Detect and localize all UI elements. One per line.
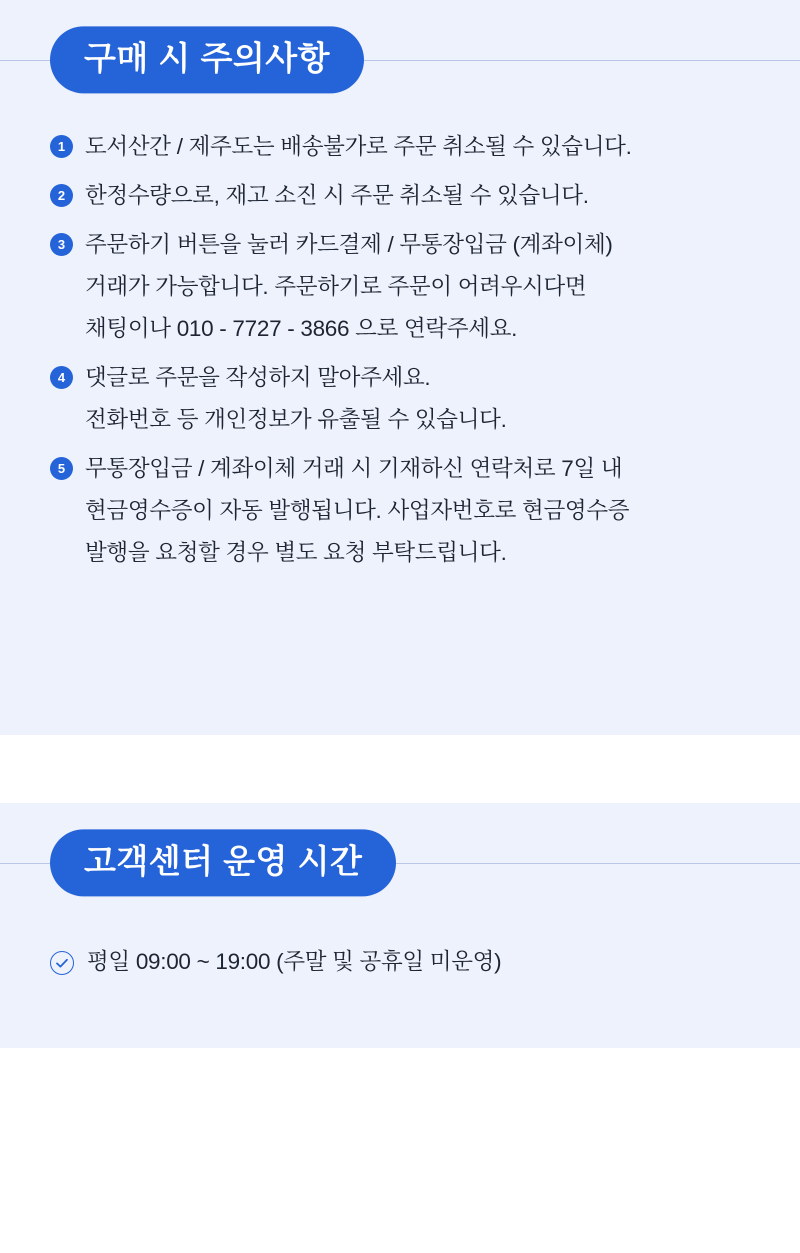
hours-title-pill: 고객센터 운영 시간 bbox=[50, 829, 396, 896]
section-gap bbox=[0, 735, 800, 803]
item-text bbox=[85, 126, 752, 168]
text-line: 주문하기 버튼을 눌러 카드결제 / 무통장입금 (계좌이체) bbox=[85, 232, 613, 257]
list-item bbox=[50, 126, 752, 168]
bottom-spacer bbox=[0, 1048, 800, 1253]
notice-list bbox=[0, 120, 800, 574]
list-item bbox=[50, 175, 752, 217]
text-line: 발행을 요청할 경우 별도 요청 부탁드립니다. bbox=[85, 540, 507, 565]
item-number-badge: 1 bbox=[50, 135, 73, 158]
item-number-badge: 4 bbox=[50, 366, 73, 389]
item-number-badge: 5 bbox=[50, 457, 73, 480]
item-text bbox=[85, 224, 752, 350]
item-number-badge: 2 bbox=[50, 184, 73, 207]
text-line: 채팅이나 010 - 7727 - 3866 으로 연락주세요. bbox=[85, 316, 518, 341]
list-item bbox=[50, 357, 752, 441]
item-text bbox=[85, 175, 752, 217]
hours-body bbox=[0, 923, 800, 983]
text-line: 댓글로 주문을 작성하지 말아주세요. bbox=[85, 365, 431, 390]
notice-header bbox=[0, 0, 800, 120]
item-text bbox=[85, 448, 752, 574]
text-line: 전화번호 등 개인정보가 유출될 수 있습니다. bbox=[85, 407, 507, 432]
text-line: 도서산간 / 제주도는 배송불가로 주문 취소될 수 있습니다. bbox=[85, 134, 632, 159]
hours-header bbox=[0, 803, 800, 923]
item-text bbox=[85, 357, 752, 441]
text-line: 현금영수증이 자동 발행됩니다. 사업자번호로 현금영수증 bbox=[85, 498, 630, 523]
text-line: 한정수량으로, 재고 소진 시 주문 취소될 수 있습니다. bbox=[85, 183, 589, 208]
hours-text: 평일 09:00 ~ 19:00 (주말 및 공휴일 미운영) bbox=[87, 949, 502, 974]
text-line: 거래가 가능합니다. 주문하기로 주문이 어려우시다면 bbox=[85, 274, 587, 299]
text-line: 무통장입금 / 계좌이체 거래 시 기재하신 연락처로 7일 내 bbox=[85, 456, 623, 481]
list-item bbox=[50, 448, 752, 574]
item-number-badge: 3 bbox=[50, 233, 73, 256]
customer-center-hours-section bbox=[0, 803, 800, 1048]
check-circle-icon bbox=[50, 951, 74, 975]
list-item bbox=[50, 224, 752, 350]
notice-title-pill: 구매 시 주의사항 bbox=[50, 26, 364, 93]
